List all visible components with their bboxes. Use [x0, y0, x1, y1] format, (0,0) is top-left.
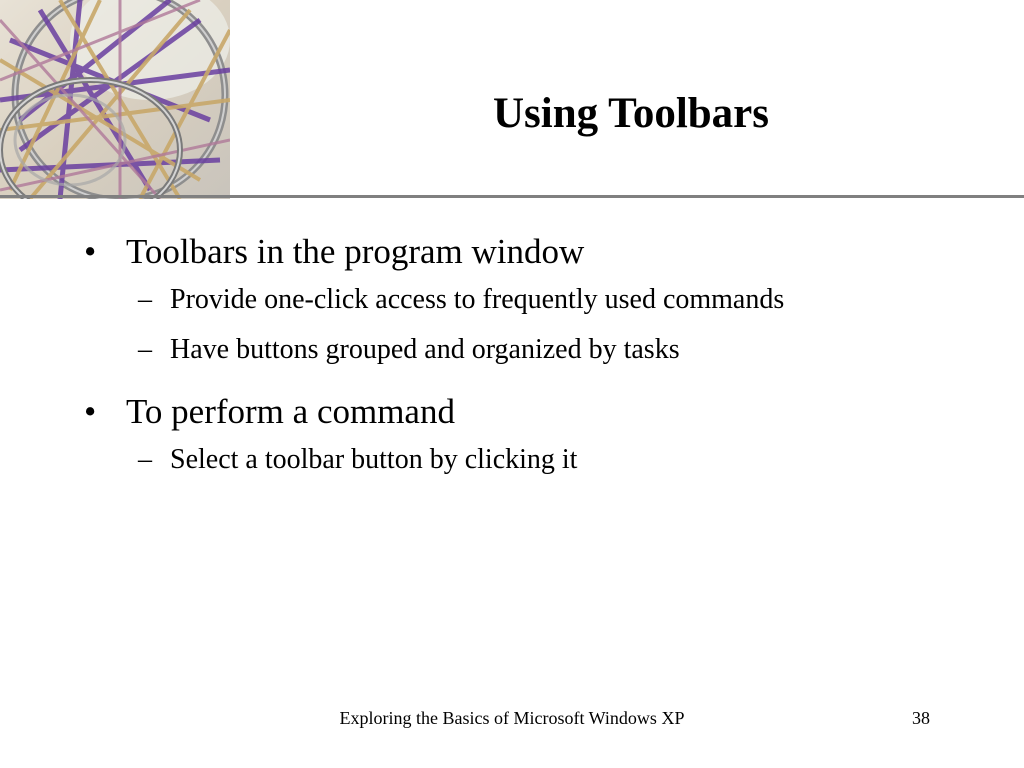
dash-marker: –: [138, 334, 152, 365]
dash-marker: –: [138, 444, 152, 475]
slide-footer: Exploring the Basics of Microsoft Windows XP: [339, 708, 685, 728]
dash-marker: –: [138, 284, 152, 315]
sub-bullet-text: Select a toolbar button by clicking it: [170, 444, 578, 475]
bullet-list: [0, 228, 1024, 490]
title-divider: [0, 195, 1024, 198]
bullet-marker: •: [84, 392, 97, 431]
woven-sphere-image: [0, 0, 230, 199]
sub-bullet-item: [0, 280, 1024, 320]
page-number: 38: [912, 708, 930, 728]
bullet-text: Toolbars in the program window: [126, 232, 585, 271]
sub-bullet-text: Provide one-click access to frequently used commands: [170, 284, 785, 315]
bullet-item: [0, 388, 1024, 436]
sub-bullet-item: [0, 440, 1024, 480]
bullet-item: [0, 228, 1024, 276]
slide-title: Using Toolbars: [492, 90, 770, 137]
sub-bullet-item: [0, 330, 1024, 370]
sub-bullet-text: Have buttons grouped and organized by tasks: [170, 334, 680, 365]
bullet-text: To perform a command: [126, 392, 455, 431]
bullet-marker: •: [84, 232, 97, 271]
